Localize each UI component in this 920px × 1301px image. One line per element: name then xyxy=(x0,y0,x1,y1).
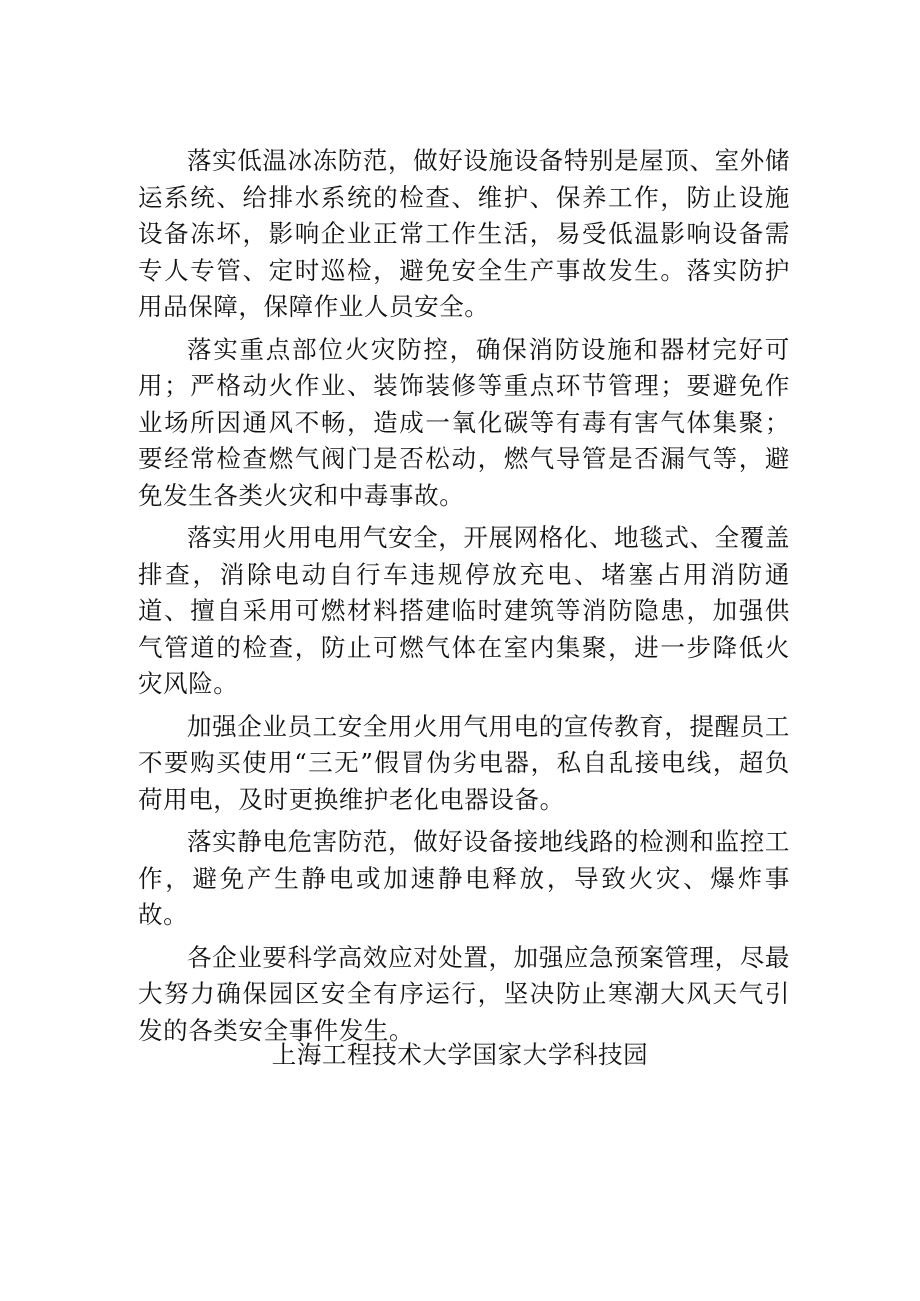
document-body xyxy=(138,143,790,1049)
document-signature: 上海工程技术大学国家大学科技园 xyxy=(271,1040,649,1069)
paragraph-low-temperature-freeze-prevention: 落实低温冰冻防范，做好设施设备特别是屋顶、室外储运系统、给排水系统的检查、维护、保养工作，防止设施设备冻坏，影响企业正常工作生活，易受低温影响设备需专人专管、定时巡检，避免安全生产事故发生。落实防护用品保障，保障作业人员安全。 xyxy=(138,146,790,321)
paragraph-employee-safety-education: 加强企业员工安全用火用气用电的宣传教育，提醒员工不要购买使用“三无”假冒伪劣电器，私自乱接电线，超负荷用电，及时更换维护老化电器设备。 xyxy=(138,711,790,814)
paragraph-fire-electricity-gas-safety: 落实用火用电用气安全，开展网格化、地毯式、全覆盖排查，消除电动自行车违规停放充电、堵塞占用消防通道、擅自采用可燃材料搭建临时建筑等消防隐患，加强供气管道的检查，防止可燃气体在室内集聚，进一步降低火灾风险。 xyxy=(138,523,790,698)
paragraph-fire-prevention-key-areas: 落实重点部位火灾防控，确保消防设施和器材完好可用；严格动火作业、装饰装修等重点环节管理；要避免作业场所因通风不畅，造成一氧化碳等有毒有害气体集聚；要经常检查燃气阀门是否松动，燃气导管是否漏气等，避免发生各类火灾和中毒事故。 xyxy=(138,334,790,510)
paragraph-emergency-response: 各企业要科学高效应对处置，加强应急预案管理，尽最大努力确保园区安全有序运行，坚决防止寒潮大风天气引发的各类安全事件发生。 xyxy=(138,942,790,1045)
paragraph-static-electricity-prevention: 落实静电危害防范，做好设备接地线路的检测和监控工作，避免产生静电或加速静电释放，导致火灾、爆炸事故。 xyxy=(138,827,790,929)
